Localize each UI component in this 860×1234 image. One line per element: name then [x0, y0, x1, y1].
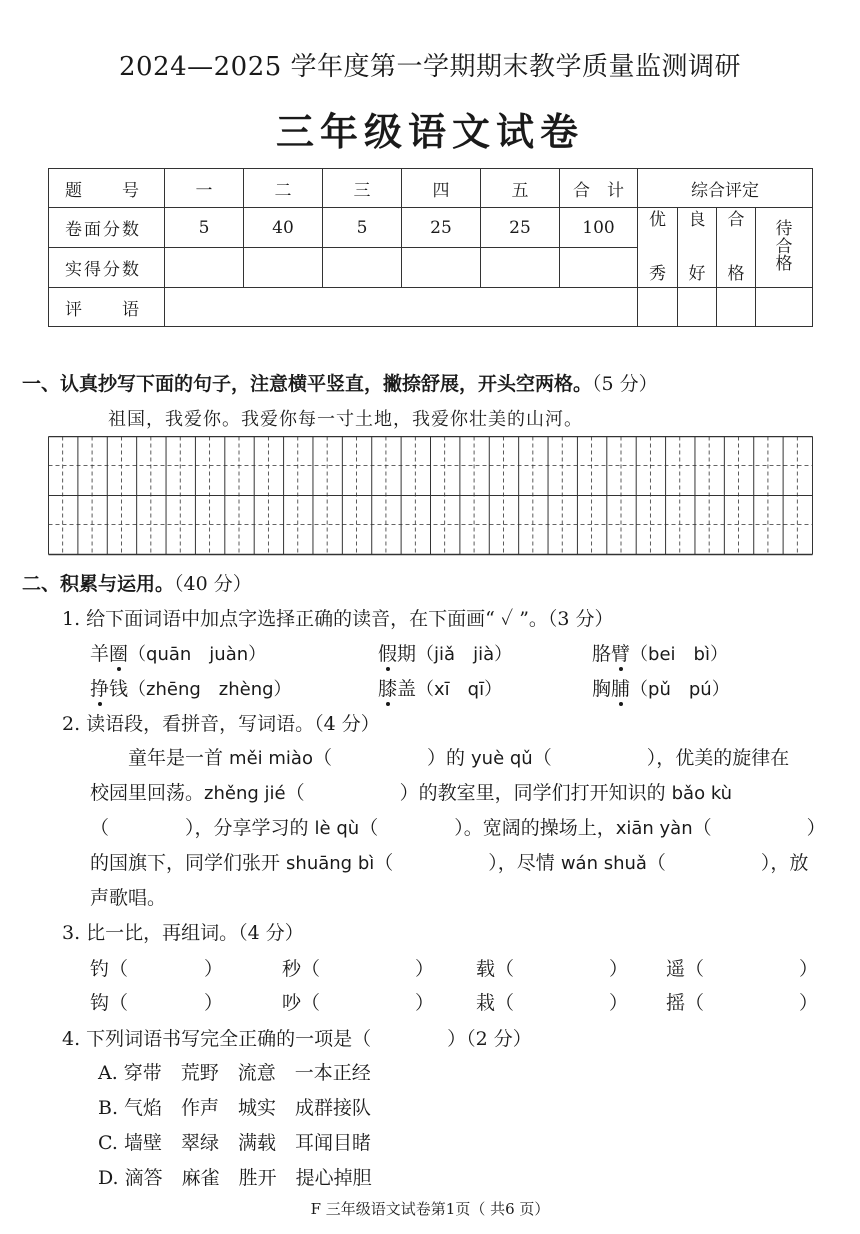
- table-header-cell: 二: [244, 169, 323, 208]
- section-1-heading: 一、认真抄写下面的句子，注意横平竖直，撇捺舒展，开头空两格。（5 分）: [22, 373, 658, 395]
- question-1-prompt: 1. 给下面词语中加点字选择正确的读音，在下面画“ ✓ ”。（3 分）: [62, 608, 614, 630]
- table-row: [49, 208, 813, 248]
- table-row: [49, 169, 813, 208]
- table-header-cell: 五: [481, 169, 560, 208]
- option-c: C. 墙壁 翠绿 满载 耳闻目睹: [98, 1132, 371, 1154]
- grade-mark-cell: [756, 288, 813, 327]
- copy-sentence: 祖国，我爱你。我爱你每一寸土地，我爱你壮美的山河。: [108, 409, 583, 430]
- exam-period-heading: 2024—2025 学年度第一学期期末教学质量监测调研: [118, 52, 742, 82]
- table-cell: 5: [323, 208, 402, 248]
- score-table: [48, 168, 813, 327]
- exam-title: 三年级语文试卷: [275, 110, 584, 154]
- table-cell: 卷面分数: [49, 208, 165, 248]
- table-cell: 100: [560, 208, 638, 248]
- score-input-cell: [560, 248, 638, 288]
- score-input-cell: [402, 248, 481, 288]
- paragraph-line: 校园里回荡。zhěng jié（ ）的教室里，同学们打开知识的 bǎo kù: [90, 782, 733, 804]
- list-item: 载（ ）: [476, 958, 629, 980]
- table-header-cell: 题 号: [49, 169, 165, 208]
- list-item: 钓（ ）: [90, 958, 224, 980]
- list-item: 摇（ ）: [666, 992, 819, 1014]
- paragraph-line: 的国旗下，同学们张开 shuāng bì（ ），尽情 wán shuǎ（ ），放: [90, 852, 809, 874]
- list-item: 羊圈（quān juàn）: [90, 639, 266, 666]
- option-d: D. 滴答 麻雀 胜开 提心掉胆: [98, 1167, 372, 1189]
- paragraph-line: 童年是一首 měi miào（ ）的 yuè qǔ（ ），优美的旋律在: [90, 747, 790, 769]
- list-item: 胳臂（bei bì）: [592, 639, 728, 666]
- question-3-prompt: 3. 比一比，再组词。（4 分）: [62, 922, 304, 944]
- list-item: 胸脯（pǔ pú）: [592, 674, 730, 701]
- table-cell: 25: [481, 208, 560, 248]
- grade-mark-cell: [717, 288, 756, 327]
- score-input-cell: [481, 248, 560, 288]
- score-input-cell: [323, 248, 402, 288]
- grade-needs-improvement: 待 合 格: [756, 208, 813, 288]
- table-cell: 5: [165, 208, 244, 248]
- list-item: 挣钱（zhēng zhèng）: [90, 674, 292, 701]
- table-header-cell: 四: [402, 169, 481, 208]
- list-item: 秒（ ）: [282, 958, 435, 980]
- list-item: 吵（ ）: [282, 992, 435, 1014]
- table-cell: 40: [244, 208, 323, 248]
- score-input-cell: [165, 248, 244, 288]
- question-2-prompt: 2. 读语段，看拼音，写词语。（4 分）: [62, 713, 380, 735]
- table-header-cell: 三: [323, 169, 402, 208]
- section-2-heading: 二、积累与运用。（40 分）: [22, 573, 252, 595]
- grade-mark-cell: [678, 288, 717, 327]
- grade-mark-cell: [638, 288, 678, 327]
- comment-cell: [165, 288, 638, 327]
- option-b: B. 气焰 作声 城实 成群接队: [98, 1097, 372, 1119]
- list-item: 膝盖（xī qī）: [378, 674, 502, 701]
- page-footer: F 三年级语文试卷第1页（ 共6 页）: [310, 1200, 550, 1218]
- table-header-cell: 一: [165, 169, 244, 208]
- list-item: 钩（ ）: [90, 992, 224, 1014]
- list-item: 栽（ ）: [476, 992, 629, 1014]
- list-item: 遥（ ）: [666, 958, 819, 980]
- writing-grid: [48, 436, 813, 556]
- option-a: A. 穿带 荒野 流意 一本正经: [98, 1062, 371, 1084]
- table-cell: 实得分数: [49, 248, 165, 288]
- paragraph-line: 声歌唱。: [90, 887, 167, 909]
- table-row: [49, 288, 813, 327]
- grade-pass: 合 格: [717, 208, 756, 288]
- question-4-prompt: 4. 下列词语书写完全正确的一项是（ ）（2 分）: [62, 1028, 532, 1050]
- table-header-cell: 合 计: [560, 169, 638, 208]
- table-cell: 评 语: [49, 288, 165, 327]
- grade-good: 良 好: [678, 208, 717, 288]
- table-header-cell: 综合评定: [638, 169, 813, 208]
- score-input-cell: [244, 248, 323, 288]
- paragraph-line: （ ），分享学习的 lè qù（ ）。宽阔的操场上，xiān yàn（ ）: [90, 817, 826, 839]
- list-item: 假期（jiǎ jià）: [378, 639, 512, 666]
- table-cell: 25: [402, 208, 481, 248]
- grade-excellent: 优 秀: [638, 208, 678, 288]
